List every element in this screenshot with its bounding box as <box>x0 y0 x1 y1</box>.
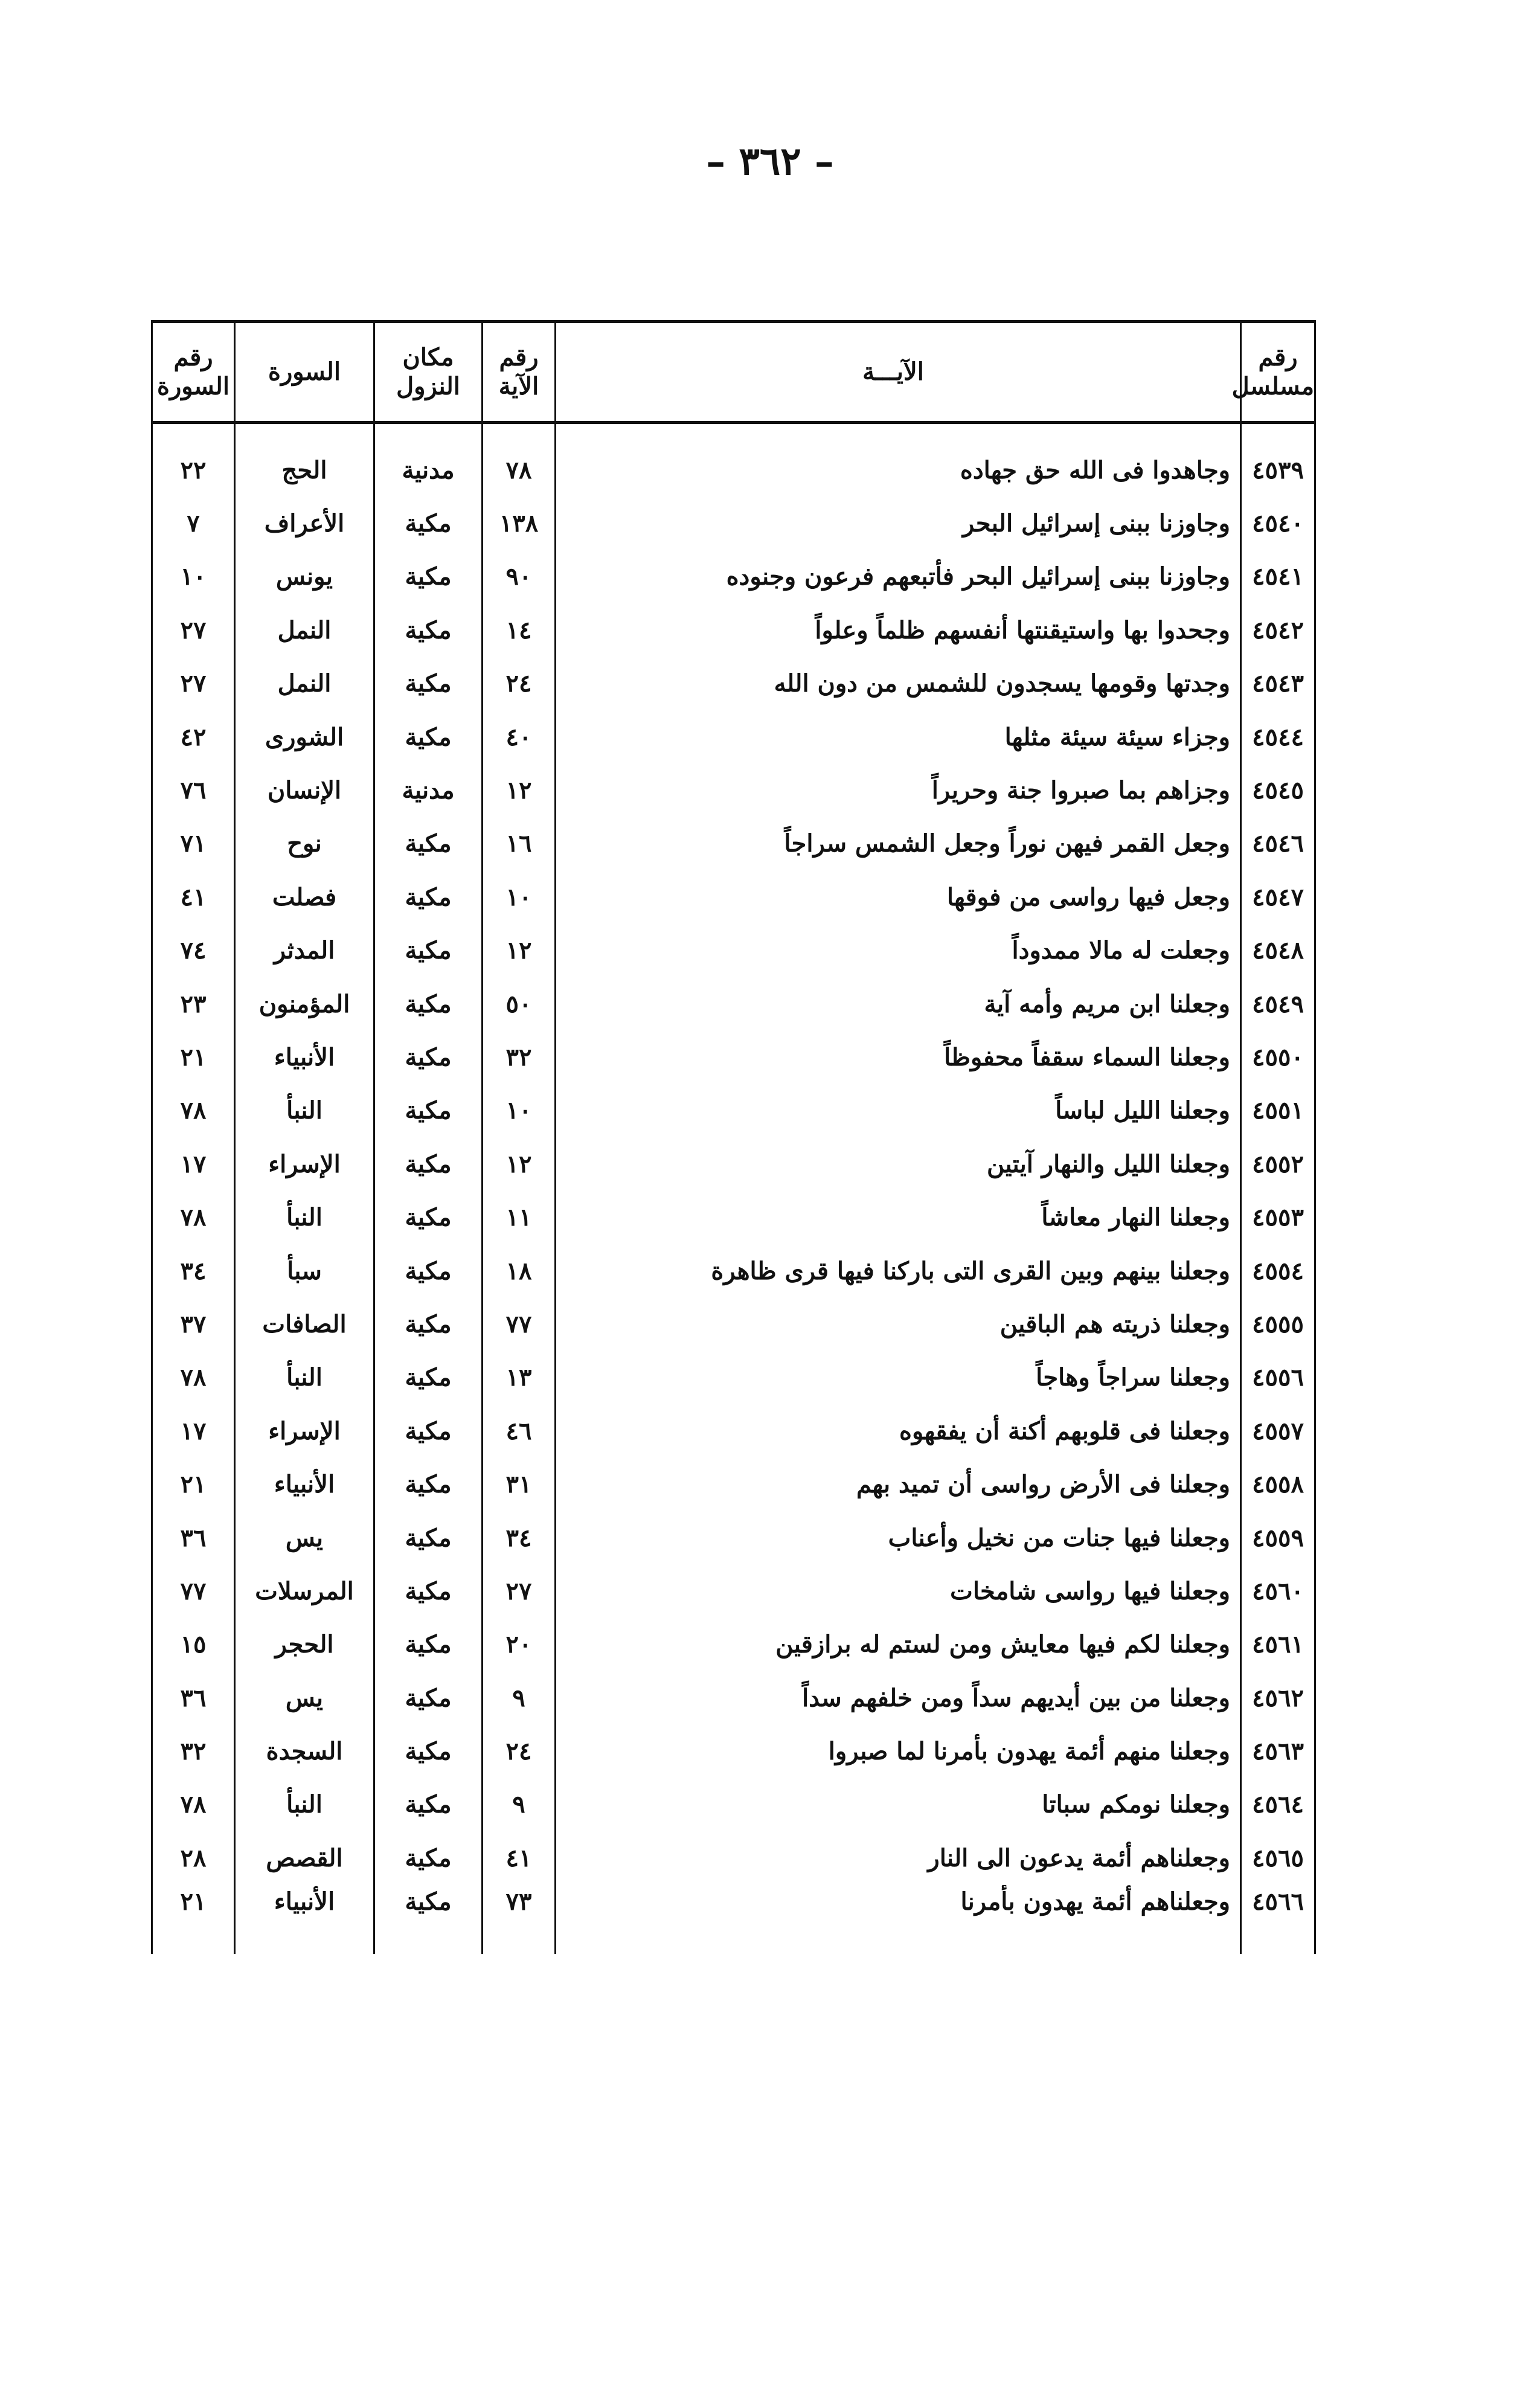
place-cell: مكية <box>374 1457 483 1511</box>
serial-cell: ٤٥٦١ <box>1241 1618 1315 1671</box>
serial-cell: ٤٥٤٤ <box>1241 710 1315 763</box>
serial-cell: ٤٥٥٢ <box>1241 1137 1315 1190</box>
table-row <box>152 1457 1315 1511</box>
verse-cell: وجعلنا من بين أيديهم سداً ومن خلفهم سداً <box>556 1671 1241 1724</box>
place-cell: مكية <box>374 1404 483 1457</box>
table-row <box>152 1564 1315 1617</box>
surah-no-cell: ٧١ <box>152 817 235 870</box>
serial-cell: ٤٥٥٩ <box>1241 1511 1315 1564</box>
verse-cell: وجزاهم بما صبروا جنة وحريراً <box>556 763 1241 817</box>
ayah-cell: ١٠ <box>483 870 556 923</box>
ayah-cell: ٢٧ <box>483 1564 556 1617</box>
ayah-cell: ٧٧ <box>483 1297 556 1350</box>
verse-cell: وجعلنا فيها رواسى شامخات <box>556 1564 1241 1617</box>
verse-cell: وجعلت له مالا ممدوداً <box>556 924 1241 977</box>
surah-no-cell: ٣٧ <box>152 1297 235 1350</box>
ayah-cell: ٧٣ <box>483 1885 556 1954</box>
table-row <box>152 1511 1315 1564</box>
verse-cell: وجعلنا منهم أئمة يهدون بأمرنا لما صبروا <box>556 1724 1241 1777</box>
surah-no-cell: ٢٢ <box>152 423 235 497</box>
serial-cell: ٤٥٥٨ <box>1241 1457 1315 1511</box>
table-row <box>152 1778 1315 1831</box>
surah-no-cell: ١٧ <box>152 1137 235 1190</box>
place-cell: مكية <box>374 924 483 977</box>
serial-cell: ٤٥٤٠ <box>1241 496 1315 550</box>
header-ayah-no <box>483 322 556 423</box>
header-surah <box>235 322 374 423</box>
serial-cell: ٤٥٦٤ <box>1241 1778 1315 1831</box>
surah-no-cell: ٧٨ <box>152 1778 235 1831</box>
header-surah-label: السورة <box>268 358 341 386</box>
table-row <box>152 1297 1315 1350</box>
ayah-cell: ١٦ <box>483 817 556 870</box>
verse-cell: وجعل القمر فيهن نوراً وجعل الشمس سراجاً <box>556 817 1241 870</box>
place-cell: مكية <box>374 1618 483 1671</box>
surah-cell: النبأ <box>235 1190 374 1244</box>
surah-no-cell: ٢١ <box>152 1030 235 1084</box>
place-cell: مكية <box>374 1297 483 1350</box>
surah-no-cell: ٣٢ <box>152 1724 235 1777</box>
ayah-cell: ٤٦ <box>483 1404 556 1457</box>
verse-cell: وجعلنا النهار معاشاً <box>556 1190 1241 1244</box>
page-number: – ٣٦٢ – <box>706 139 834 184</box>
table-row <box>152 657 1315 710</box>
verse-cell: وجعلنا الليل والنهار آيتين <box>556 1137 1241 1190</box>
surah-no-cell: ٧٧ <box>152 1564 235 1617</box>
place-cell: مكية <box>374 1137 483 1190</box>
serial-cell: ٤٥٥١ <box>1241 1084 1315 1137</box>
ayah-cell: ١٨ <box>483 1244 556 1297</box>
header-row <box>152 322 1315 423</box>
table-row <box>152 763 1315 817</box>
surah-cell: المرسلات <box>235 1564 374 1617</box>
table-row <box>152 1671 1315 1724</box>
place-cell: مكية <box>374 1190 483 1244</box>
surah-cell: الأنبياء <box>235 1457 374 1511</box>
surah-cell: الإسراء <box>235 1137 374 1190</box>
place-cell: مكية <box>374 1724 483 1777</box>
verse-cell: وجعلنا فى الأرض رواسى أن تميد بهم <box>556 1457 1241 1511</box>
place-cell: مكية <box>374 977 483 1030</box>
surah-cell: الأعراف <box>235 496 374 550</box>
surah-cell: نوح <box>235 817 374 870</box>
ayah-cell: ٥٠ <box>483 977 556 1030</box>
ayah-cell: ١٢ <box>483 1137 556 1190</box>
surah-cell: الشورى <box>235 710 374 763</box>
header-serial-line2: مسلسل <box>1231 372 1314 400</box>
surah-no-cell: ٧٤ <box>152 924 235 977</box>
verse-cell: وجعلنا نومكم سباتا <box>556 1778 1241 1831</box>
surah-no-cell: ١٠ <box>152 550 235 603</box>
header-serial <box>1231 322 1315 423</box>
surah-no-cell: ٢١ <box>152 1457 235 1511</box>
table-body <box>152 423 1315 1954</box>
surah-cell: النمل <box>235 603 374 657</box>
serial-cell: ٤٥٥٧ <box>1241 1404 1315 1457</box>
surah-no-cell: ٧٨ <box>152 1190 235 1244</box>
surah-no-cell: ٧٨ <box>152 1084 235 1137</box>
serial-cell: ٤٥٥٤ <box>1241 1244 1315 1297</box>
surah-no-cell: ٢٧ <box>152 657 235 710</box>
table-row <box>152 550 1315 603</box>
surah-cell: الصافات <box>235 1297 374 1350</box>
serial-cell: ٤٥٤٦ <box>1241 817 1315 870</box>
verse-cell: وجعلنا فى قلوبهم أكنة أن يفقهوه <box>556 1404 1241 1457</box>
verse-cell: وجدتها وقومها يسجدون للشمس من دون الله <box>556 657 1241 710</box>
place-cell: مكية <box>374 1778 483 1831</box>
table-row <box>152 977 1315 1030</box>
surah-cell: المدثر <box>235 924 374 977</box>
place-cell: مكية <box>374 496 483 550</box>
table-row <box>152 1831 1315 1884</box>
verse-cell: وجعلنا فيها جنات من نخيل وأعناب <box>556 1511 1241 1564</box>
surah-cell: النبأ <box>235 1778 374 1831</box>
ayah-cell: ١١ <box>483 1190 556 1244</box>
surah-no-cell: ١٧ <box>152 1404 235 1457</box>
table-row <box>152 924 1315 977</box>
surah-cell: الأنبياء <box>235 1885 374 1954</box>
surah-cell: الحج <box>235 423 374 497</box>
ayah-cell: ٢٤ <box>483 1724 556 1777</box>
ayah-cell: ٢٠ <box>483 1618 556 1671</box>
serial-cell: ٤٥٦٣ <box>1241 1724 1315 1777</box>
header-ayah-line1: رقم <box>499 343 539 371</box>
header-place <box>374 322 483 423</box>
surah-no-cell: ٤٢ <box>152 710 235 763</box>
surah-no-cell: ٢١ <box>152 1885 235 1954</box>
verse-cell: وجعل فيها رواسى من فوقها <box>556 870 1241 923</box>
surah-cell: النبأ <box>235 1351 374 1404</box>
verse-cell: وجعلنا السماء سقفاً محفوظاً <box>556 1030 1241 1084</box>
surah-no-cell: ٢٣ <box>152 977 235 1030</box>
table-row <box>152 1618 1315 1671</box>
table-row <box>152 496 1315 550</box>
place-cell: مكية <box>374 710 483 763</box>
verse-cell: وجعلناهم أئمة يهدون بأمرنا <box>556 1885 1241 1954</box>
place-cell: مكية <box>374 550 483 603</box>
header-place-line2: النزول <box>396 372 460 400</box>
place-cell: مكية <box>374 870 483 923</box>
table-row <box>152 710 1315 763</box>
ayah-cell: ٣٢ <box>483 1030 556 1084</box>
serial-cell: ٤٥٤١ <box>1241 550 1315 603</box>
place-cell: مكية <box>374 657 483 710</box>
surah-no-cell: ٣٤ <box>152 1244 235 1297</box>
header-ayah-line2: الآية <box>498 372 539 400</box>
serial-cell: ٤٥٦٥ <box>1241 1831 1315 1884</box>
ayah-cell: ٩ <box>483 1671 556 1724</box>
surah-cell: يونس <box>235 550 374 603</box>
serial-cell: ٤٥٥٠ <box>1241 1030 1315 1084</box>
surah-cell: يس <box>235 1511 374 1564</box>
surah-no-cell: ٧٨ <box>152 1351 235 1404</box>
table-row <box>152 1885 1315 1954</box>
ayah-cell: ١٤ <box>483 603 556 657</box>
ayah-cell: ٩٠ <box>483 550 556 603</box>
serial-cell: ٤٥٥٦ <box>1241 1351 1315 1404</box>
place-cell: مكية <box>374 1030 483 1084</box>
place-cell: مكية <box>374 1831 483 1884</box>
verse-cell: وجحدوا بها واستيقنتها أنفسهم ظلماً وعلواً <box>556 603 1241 657</box>
table-row <box>152 423 1315 497</box>
ayah-cell: ١٢ <box>483 924 556 977</box>
table-row <box>152 1244 1315 1297</box>
table-row <box>152 1351 1315 1404</box>
place-cell: مكية <box>374 817 483 870</box>
surah-cell: فصلت <box>235 870 374 923</box>
place-cell: مدنية <box>374 423 483 497</box>
surah-cell: الإنسان <box>235 763 374 817</box>
place-cell: مكية <box>374 1351 483 1404</box>
ayah-cell: ٣١ <box>483 1457 556 1511</box>
serial-cell: ٤٥٤٧ <box>1241 870 1315 923</box>
table-row <box>152 1084 1315 1137</box>
ayah-cell: ٣٤ <box>483 1511 556 1564</box>
ayah-cell: ٤٠ <box>483 710 556 763</box>
place-cell: مكية <box>374 1084 483 1137</box>
table-row <box>152 870 1315 923</box>
serial-cell: ٤٥٣٩ <box>1241 423 1315 497</box>
serial-cell: ٤٥٤٩ <box>1241 977 1315 1030</box>
surah-no-cell: ٤١ <box>152 870 235 923</box>
table-row <box>152 1404 1315 1457</box>
table-row <box>152 1137 1315 1190</box>
surah-cell: سبأ <box>235 1244 374 1297</box>
ayah-cell: ٩ <box>483 1778 556 1831</box>
verse-cell: وجعلنا لكم فيها معايش ومن لستم له برازقين <box>556 1618 1241 1671</box>
verse-cell: وجعلناهم أئمة يدعون الى النار <box>556 1831 1241 1884</box>
surah-cell: السجدة <box>235 1724 374 1777</box>
header-surahno-line2: السورة <box>157 372 229 400</box>
table-row <box>152 817 1315 870</box>
header-serial-line1: رقم <box>1258 343 1298 371</box>
place-cell: مكية <box>374 1885 483 1954</box>
surah-no-cell: ٧ <box>152 496 235 550</box>
surah-cell: الأنبياء <box>235 1030 374 1084</box>
verse-cell: وجاوزنا ببنى إسرائيل البحر <box>556 496 1241 550</box>
verse-cell: وجاوزنا ببنى إسرائيل البحر فأتبعهم فرعون وجنوده <box>556 550 1241 603</box>
ayah-cell: ٧٨ <box>483 423 556 497</box>
table-row <box>152 1030 1315 1084</box>
serial-cell: ٤٥٤٢ <box>1241 603 1315 657</box>
verse-cell: وجعلنا ذريته هم الباقين <box>556 1297 1241 1350</box>
ayah-cell: ١٢ <box>483 763 556 817</box>
surah-no-cell: ٣٦ <box>152 1511 235 1564</box>
verse-cell: وجزاء سيئة سيئة مثلها <box>556 710 1241 763</box>
verse-cell: وجاهدوا فى الله حق جهاده <box>556 423 1241 497</box>
place-cell: مدنية <box>374 763 483 817</box>
surah-cell: يس <box>235 1671 374 1724</box>
serial-cell: ٤٥٦٦ <box>1241 1885 1315 1954</box>
serial-cell: ٤٥٤٣ <box>1241 657 1315 710</box>
verse-cell: وجعلنا الليل لباساً <box>556 1084 1241 1137</box>
table-row <box>152 1724 1315 1777</box>
verse-cell: وجعلنا سراجاً وهاجاً <box>556 1351 1241 1404</box>
serial-cell: ٤٥٦٠ <box>1241 1564 1315 1617</box>
serial-cell: ٤٥٥٥ <box>1241 1297 1315 1350</box>
verse-cell: وجعلنا ابن مريم وأمه آية <box>556 977 1241 1030</box>
surah-no-cell: ٣٦ <box>152 1671 235 1724</box>
header-surahno-line1: رقم <box>173 343 213 371</box>
verse-cell: وجعلنا بينهم وبين القرى التى باركنا فيها قرى ظاهرة <box>556 1244 1241 1297</box>
place-cell: مكية <box>374 1564 483 1617</box>
surah-cell: الإسراء <box>235 1404 374 1457</box>
place-cell: مكية <box>374 1244 483 1297</box>
surah-cell: القصص <box>235 1831 374 1884</box>
surah-cell: المؤمنون <box>235 977 374 1030</box>
header-place-line1: مكان <box>402 343 454 371</box>
ayah-cell: ١٣ <box>483 1351 556 1404</box>
header-surah-no <box>152 322 235 423</box>
place-cell: مكية <box>374 1511 483 1564</box>
header-verse <box>556 322 1241 423</box>
surah-no-cell: ٢٨ <box>152 1831 235 1884</box>
surah-cell: الحجر <box>235 1618 374 1671</box>
serial-cell: ٤٥٤٨ <box>1241 924 1315 977</box>
surah-cell: النبأ <box>235 1084 374 1137</box>
ayah-cell: ٤١ <box>483 1831 556 1884</box>
place-cell: مكية <box>374 1671 483 1724</box>
serial-cell: ٤٥٦٢ <box>1241 1671 1315 1724</box>
table-row <box>152 1190 1315 1244</box>
ayah-cell: ١٣٨ <box>483 496 556 550</box>
surah-no-cell: ٢٧ <box>152 603 235 657</box>
surah-cell: النمل <box>235 657 374 710</box>
ayah-cell: ٢٤ <box>483 657 556 710</box>
surah-no-cell: ٧٦ <box>152 763 235 817</box>
ayah-cell: ١٠ <box>483 1084 556 1137</box>
place-cell: مكية <box>374 603 483 657</box>
surah-no-cell: ١٥ <box>152 1618 235 1671</box>
serial-cell: ٤٥٤٥ <box>1241 763 1315 817</box>
header-verse-label: الآيـــة <box>862 358 924 386</box>
verse-index-table <box>151 320 1316 1954</box>
table-row <box>152 603 1315 657</box>
serial-cell: ٤٥٥٣ <box>1241 1190 1315 1244</box>
